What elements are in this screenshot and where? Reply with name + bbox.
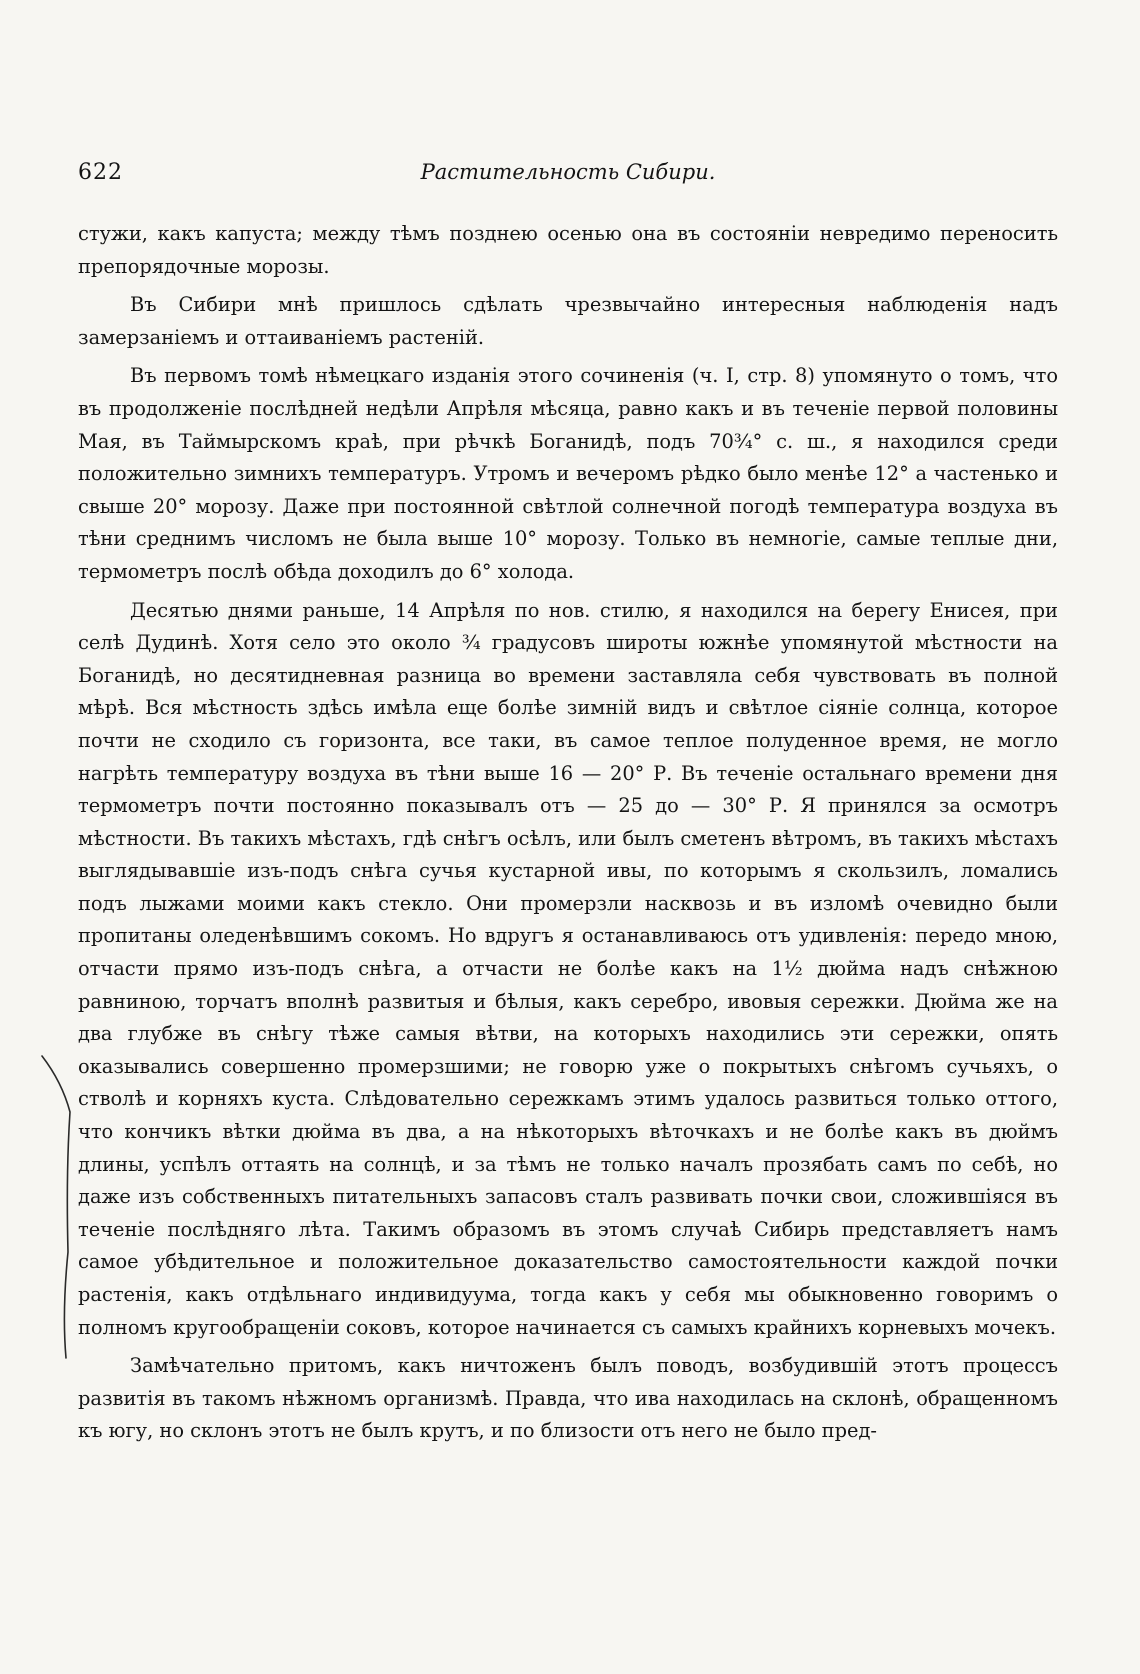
- paragraph: Въ первомъ томѣ нѣмецкаго изданія этого сочиненія (ч. I, стр. 8) упомянуто о томъ, что въ продолженіе послѣдней недѣли Апрѣля мѣсяца, равно какъ и въ теченіе первой половины Мая, въ Таймырскомъ краѣ, при рѣчкѣ Боганидѣ, подъ 70¾° с. ш., я находился среди положительно зимнихъ температуръ. Утромъ и вечеромъ рѣдко было менѣе 12° а частенько и свыше 20° морозу. Даже при постоянной свѣтлой солнечной погодѣ температура воздуха въ тѣни среднимъ числомъ не была выше 10° морозу. Только въ немногіе, самые теплые дни, термометръ послѣ обѣда доходилъ до 6° холода.: [78, 364, 1058, 583]
- page-number: 622: [78, 160, 123, 185]
- body-text: [78, 218, 1058, 1454]
- paragraph: Замѣчательно притомъ, какъ ничтоженъ былъ поводъ, возбудившій этотъ процессъ развитія въ такомъ нѣжномъ организмѣ. Правда, что ива находилась на склонѣ, обращенномъ къ югу, но склонъ этотъ не былъ крутъ, и по близости отъ него не было пред-: [78, 1354, 1058, 1443]
- paragraph: Въ Сибири мнѣ пришлось сдѣлать чрезвычайно интересныя наблюденія надъ замерзаніемъ и оттаиваніемъ растеній.: [78, 293, 1058, 349]
- running-title: Растительность Сибири.: [420, 160, 716, 184]
- handwritten-margin-bracket: [40, 1052, 80, 1362]
- paragraph: стужи, какъ капуста; между тѣмъ позднею осенью она въ состояніи невредимо переносить препорядочные морозы.: [78, 222, 1058, 278]
- paragraph: Десятью днями раньше, 14 Апрѣля по нов. стилю, я находился на берегу Енисея, при селѣ Дудинѣ. Хотя село это около ¾ градусовъ широты южнѣе упомянутой мѣстности на Боганидѣ, но десятидневная разница во времени заставляла себя чувствовать въ полной мѣрѣ. Вся мѣстность здѣсь имѣла еще болѣе зимній видъ и свѣтлое сіяніе солнца, которое почти не сходило съ горизонта, все таки, въ самое теплое полуденное время, не могло нагрѣть температуру воздуха въ тѣни выше 16 — 20° Р. Въ теченіе остальнаго времени дня термометръ почти постоянно показывалъ отъ — 25 до — 30° Р. Я принялся за осмотръ мѣстности. Въ такихъ мѣстахъ, гдѣ снѣгъ осѣлъ, или былъ сметенъ вѣтромъ, въ такихъ мѣстахъ выглядывавшіе изъ-подъ снѣга сучья кустарной ивы, по которымъ я скользилъ, ломались подъ лыжами моими какъ стекло. Они промерзли насквозь и въ изломѣ очевидно были пропитаны оледенѣвшимъ сокомъ. Но вдругъ я останавливаюсь отъ удивленія: передо мною, отчасти прямо изъ-подъ снѣга, а отчасти не болѣе какъ на 1½ дюйма надъ снѣжною равниною, торчатъ вполнѣ развитыя и бѣлыя, какъ серебро, ивовыя сережки. Дюйма же на два глубже въ снѣгу тѣже самыя вѣтви, на которыхъ находились эти сережки, опять оказывались совершенно промерзшими; не говорю уже о покрытыхъ снѣгомъ сучьяхъ, о стволѣ и корняхъ куста. Слѣдовательно сережкамъ этимъ удалось развиться только оттого, что кончикъ вѣтки дюйма въ два, а на нѣкоторыхъ вѣточкахъ и не болѣе какъ въ дюймъ длины, успѣлъ оттаять на солнцѣ, и за тѣмъ не только началъ прозябать самъ по себѣ, но даже изъ собственныхъ питательныхъ запасовъ сталъ развивать почки свои, сложившіяся въ теченіе послѣдняго лѣта. Такимъ образомъ въ этомъ случаѣ Сибирь представляетъ намъ самое убѣдительное и положительное доказательство самостоятельности каждой почки растенія, какъ отдѣльнаго индивидуума, тогда какъ у себя мы обыкновенно говоримъ о полномъ кругообращеніи соковъ, которое начинается съ самыхъ крайнихъ корневыхъ мочекъ.: [78, 598, 1058, 1339]
- page-header: [78, 160, 1058, 196]
